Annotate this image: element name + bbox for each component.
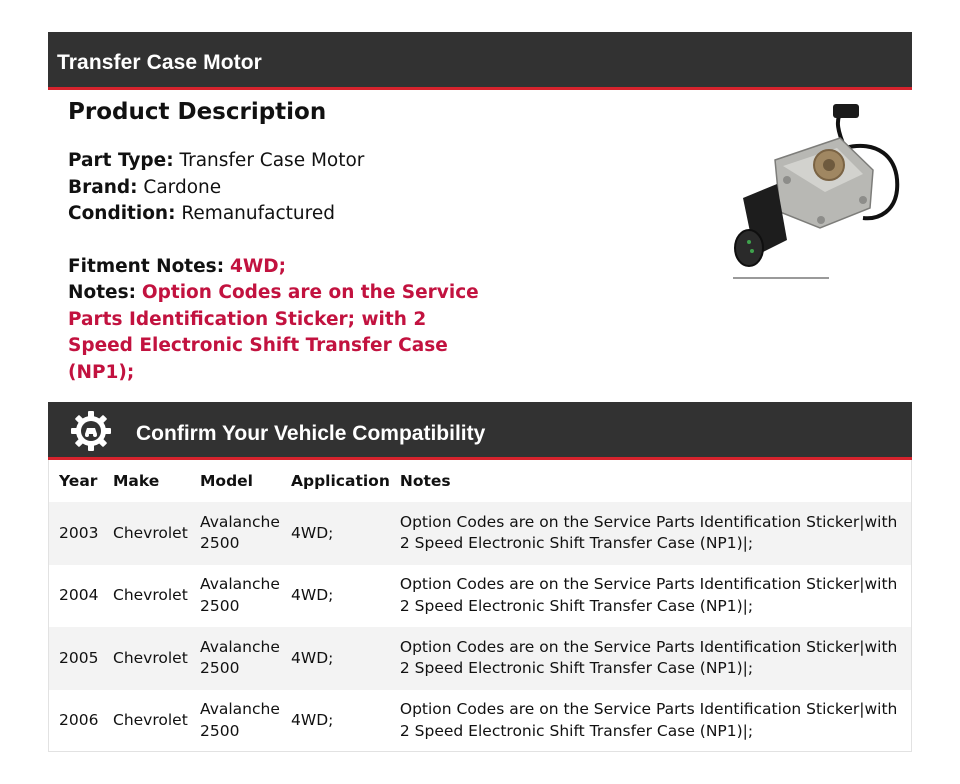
- cell-notes: Option Codes are on the Service Parts Identification Sticker|with 2 Speed Electronic Shift Transfer Case (NP1)|;: [399, 700, 898, 740]
- part-type-value: Transfer Case Motor: [179, 150, 365, 171]
- table-row: [49, 565, 911, 628]
- col-make: Make: [113, 472, 160, 490]
- cell-application: 4WD;: [291, 648, 334, 667]
- col-application: Application: [291, 472, 390, 490]
- cell-notes: Option Codes are on the Service Parts Identification Sticker|with 2 Speed Electronic Shift Transfer Case (NP1)|;: [399, 637, 898, 678]
- fitment-label: Fitment Notes:: [68, 255, 225, 277]
- fitment-value: 4WD;: [229, 255, 287, 277]
- col-year: Year: [59, 472, 98, 490]
- table-row: [49, 627, 911, 690]
- cell-application: 4WD;: [291, 586, 334, 604]
- cell-year: 2006: [59, 711, 99, 729]
- condition-label: Condition:: [68, 203, 176, 224]
- brand-value: Cardone: [143, 176, 222, 198]
- compat-banner: [48, 402, 912, 460]
- cell-model: Avalanche 2500: [200, 575, 280, 615]
- gear-car-icon: [70, 410, 112, 452]
- notes-row: [68, 280, 488, 386]
- cell-notes: Option Codes are on the Service Parts Identification Sticker|with 2 Speed Electronic Shift Transfer Case (NP1)|;: [399, 575, 898, 615]
- cell-year: 2005: [59, 648, 99, 667]
- cell-model: Avalanche 2500: [200, 512, 280, 553]
- table-header-row: [49, 460, 911, 502]
- table-row: [49, 690, 911, 753]
- cell-notes: Option Codes are on the Service Parts Identification Sticker|with 2 Speed Electronic Shift Transfer Case (NP1)|;: [399, 512, 898, 553]
- notes-label: Notes:: [68, 282, 136, 303]
- table-row: [49, 502, 911, 565]
- header-banner: [48, 32, 912, 90]
- cell-application: 4WD;: [291, 711, 334, 729]
- compat-title: Confirm Your Vehicle Compatibility: [136, 422, 486, 445]
- compat-table-container: [48, 460, 912, 752]
- cell-year: 2004: [59, 586, 99, 604]
- col-notes: Notes: [399, 472, 451, 490]
- condition-row: [68, 201, 688, 228]
- cell-year: 2003: [59, 523, 99, 542]
- product-description: [68, 96, 688, 386]
- part-type-row: [68, 148, 688, 175]
- condition-value: Remanufactured: [181, 203, 335, 224]
- part-type-label: Part Type:: [68, 150, 174, 171]
- section-title: Transfer Case Motor: [57, 51, 262, 74]
- cell-make: Chevrolet: [113, 711, 188, 729]
- cell-model: Avalanche 2500: [200, 700, 280, 740]
- fitment-row: [68, 254, 688, 281]
- compat-table: [49, 460, 911, 752]
- cell-make: Chevrolet: [113, 586, 188, 604]
- notes-value: Option Codes are on the Service Parts Identification Sticker; with 2 Speed Electronic Shift Transfer Case (NP1);: [68, 282, 479, 383]
- cell-model: Avalanche 2500: [200, 637, 280, 678]
- brand-label: Brand:: [68, 176, 138, 198]
- cell-application: 4WD;: [291, 523, 334, 542]
- brand-row: [68, 175, 688, 202]
- cell-make: Chevrolet: [113, 523, 188, 542]
- cell-make: Chevrolet: [113, 648, 188, 667]
- description-heading: Product Description: [68, 99, 327, 125]
- col-model: Model: [200, 472, 253, 490]
- product-image: [725, 100, 910, 285]
